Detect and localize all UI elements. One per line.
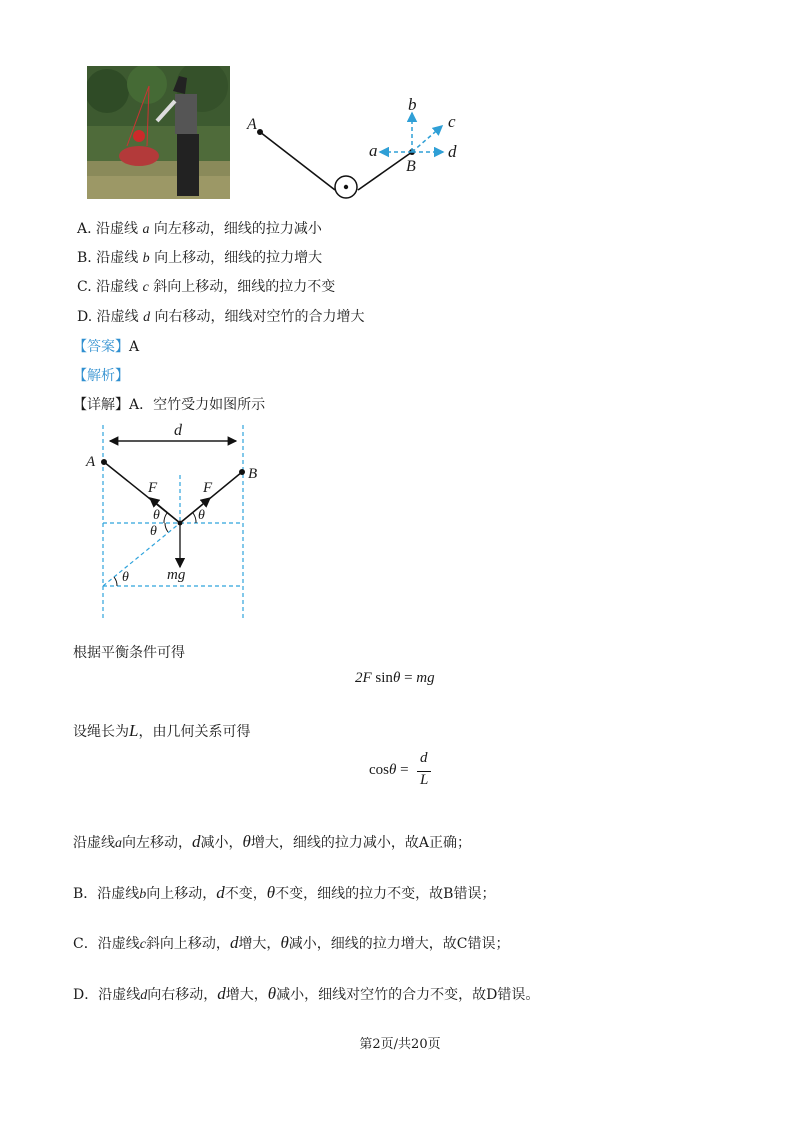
line-a-v2: d xyxy=(192,832,201,851)
line-b-p2: 向上移动， xyxy=(146,886,217,902)
line-b-p4: 不变，细线的拉力不变，故B错误； xyxy=(275,886,496,902)
line-c-p2: 斜向上移动， xyxy=(145,936,230,952)
force-label-F-left: F xyxy=(148,480,158,496)
explain-line-b xyxy=(73,884,495,904)
label-d-top: d xyxy=(448,142,457,161)
label-A-top: A xyxy=(247,116,257,133)
line-a-p4: 增大，细线的拉力减小，故A正确； xyxy=(250,835,471,851)
line-a-p3: 减小， xyxy=(200,835,243,851)
option-c-prefix: C. 沿虚线 xyxy=(77,279,139,295)
eq1-lhs: 2F xyxy=(355,670,372,686)
line-c-p3: 增大， xyxy=(238,936,281,952)
line-b-v1: b xyxy=(139,887,147,902)
option-c-suffix: 斜向上移动，细线的拉力不变 xyxy=(153,279,336,295)
line-d-v1: d xyxy=(140,988,148,1003)
force-label-mg: mg xyxy=(167,567,186,583)
line-d-v3: θ xyxy=(267,984,277,1003)
answer-value: A xyxy=(129,339,140,355)
explain-line-d xyxy=(73,985,539,1005)
force-label-F-right: F xyxy=(203,480,213,496)
option-a-var: a xyxy=(142,222,150,237)
para-rope-length xyxy=(73,722,250,741)
eq2-cos: cos xyxy=(369,762,389,778)
detail-tag: 【详解】 xyxy=(73,397,129,413)
option-c-var: c xyxy=(142,280,149,295)
line-d-p2: 向右移动， xyxy=(147,987,218,1003)
para2-var: L xyxy=(129,721,139,740)
diabolo-photo xyxy=(87,66,230,199)
option-b xyxy=(77,249,322,268)
line-c-p1: C．沿虚线 xyxy=(73,936,140,952)
eq2-denominator: L xyxy=(420,772,429,788)
eq1-eq: = xyxy=(404,670,413,686)
label-a-top: a xyxy=(369,141,378,160)
line-a-v1: a xyxy=(115,836,122,851)
para-equilibrium: 根据平衡条件可得 xyxy=(73,645,185,661)
force-label-theta-3: θ xyxy=(150,524,157,539)
force-label-theta-1: θ xyxy=(153,508,160,523)
eq2-eq: = xyxy=(400,762,409,778)
line-c-v3: θ xyxy=(280,933,289,952)
equation-1 xyxy=(355,670,435,687)
option-b-prefix: B. 沿虚线 xyxy=(77,250,139,266)
line-c-v1: c xyxy=(139,937,146,952)
line-d-p4: 减小，细线对空竹的合力不变，故D错误。 xyxy=(276,987,540,1003)
page-number: 第2页/共20页 xyxy=(359,1037,441,1052)
line-a-v3: θ xyxy=(242,832,251,851)
option-b-var: b xyxy=(142,251,150,266)
line-d-v2: d xyxy=(217,984,226,1003)
eq1-sin: sin xyxy=(375,670,393,686)
line-d-p3: 增大， xyxy=(225,987,268,1003)
force-diagram xyxy=(80,420,280,625)
answer-tag: 【答案】 xyxy=(73,339,129,355)
force-label-B: B xyxy=(248,466,258,482)
label-b-top: b xyxy=(408,95,417,114)
analysis-tag: 【解析】 xyxy=(73,368,129,384)
force-label-d: d xyxy=(174,422,182,439)
para2-rest: ，由几何关系可得 xyxy=(138,724,251,740)
line-b-v2: d xyxy=(216,883,225,902)
line-a-p2: 向左移动， xyxy=(122,835,192,851)
label-B-top: B xyxy=(406,158,416,175)
top-diagram xyxy=(240,90,470,210)
label-c-top: c xyxy=(448,112,456,131)
line-c-p4: 减小，细线的拉力增大，故C错误； xyxy=(288,936,510,952)
line-b-p1: B．沿虚线 xyxy=(73,886,140,902)
answer-line xyxy=(73,338,139,356)
line-d-p1: D．沿虚线 xyxy=(73,987,141,1003)
option-d-var: d xyxy=(143,310,151,325)
detail-text: A．空竹受力如图所示 xyxy=(129,397,266,413)
explain-line-a xyxy=(73,833,471,853)
explain-line-c xyxy=(73,934,510,954)
eq2-theta: θ xyxy=(389,762,397,778)
line-b-v3: θ xyxy=(266,883,276,902)
option-c xyxy=(77,278,335,297)
force-label-theta-2: θ xyxy=(198,508,205,523)
force-label-theta-4: θ xyxy=(122,570,129,585)
equation-2 xyxy=(369,752,449,792)
eq1-theta: θ xyxy=(392,670,401,686)
line-b-p3: 不变， xyxy=(224,886,267,902)
para2-text: 设绳长为 xyxy=(73,724,129,740)
line-c-v2: d xyxy=(229,933,239,952)
option-b-suffix: 向上移动，细线的拉力增大 xyxy=(154,250,323,266)
force-label-A: A xyxy=(86,454,96,470)
option-d-prefix: D. 沿虚线 xyxy=(77,309,139,325)
option-a-prefix: A. 沿虚线 xyxy=(77,221,139,237)
eq2-numerator: d xyxy=(420,750,428,766)
line-a-p1: 沿虚线 xyxy=(73,835,115,851)
option-a xyxy=(77,220,322,239)
option-a-suffix: 向左移动，细线的拉力减小 xyxy=(153,221,322,237)
option-d xyxy=(77,308,365,327)
eq1-rhs: mg xyxy=(416,670,435,686)
option-d-suffix: 向右移动，细线对空竹的合力增大 xyxy=(154,309,365,325)
detail-line xyxy=(73,396,265,414)
